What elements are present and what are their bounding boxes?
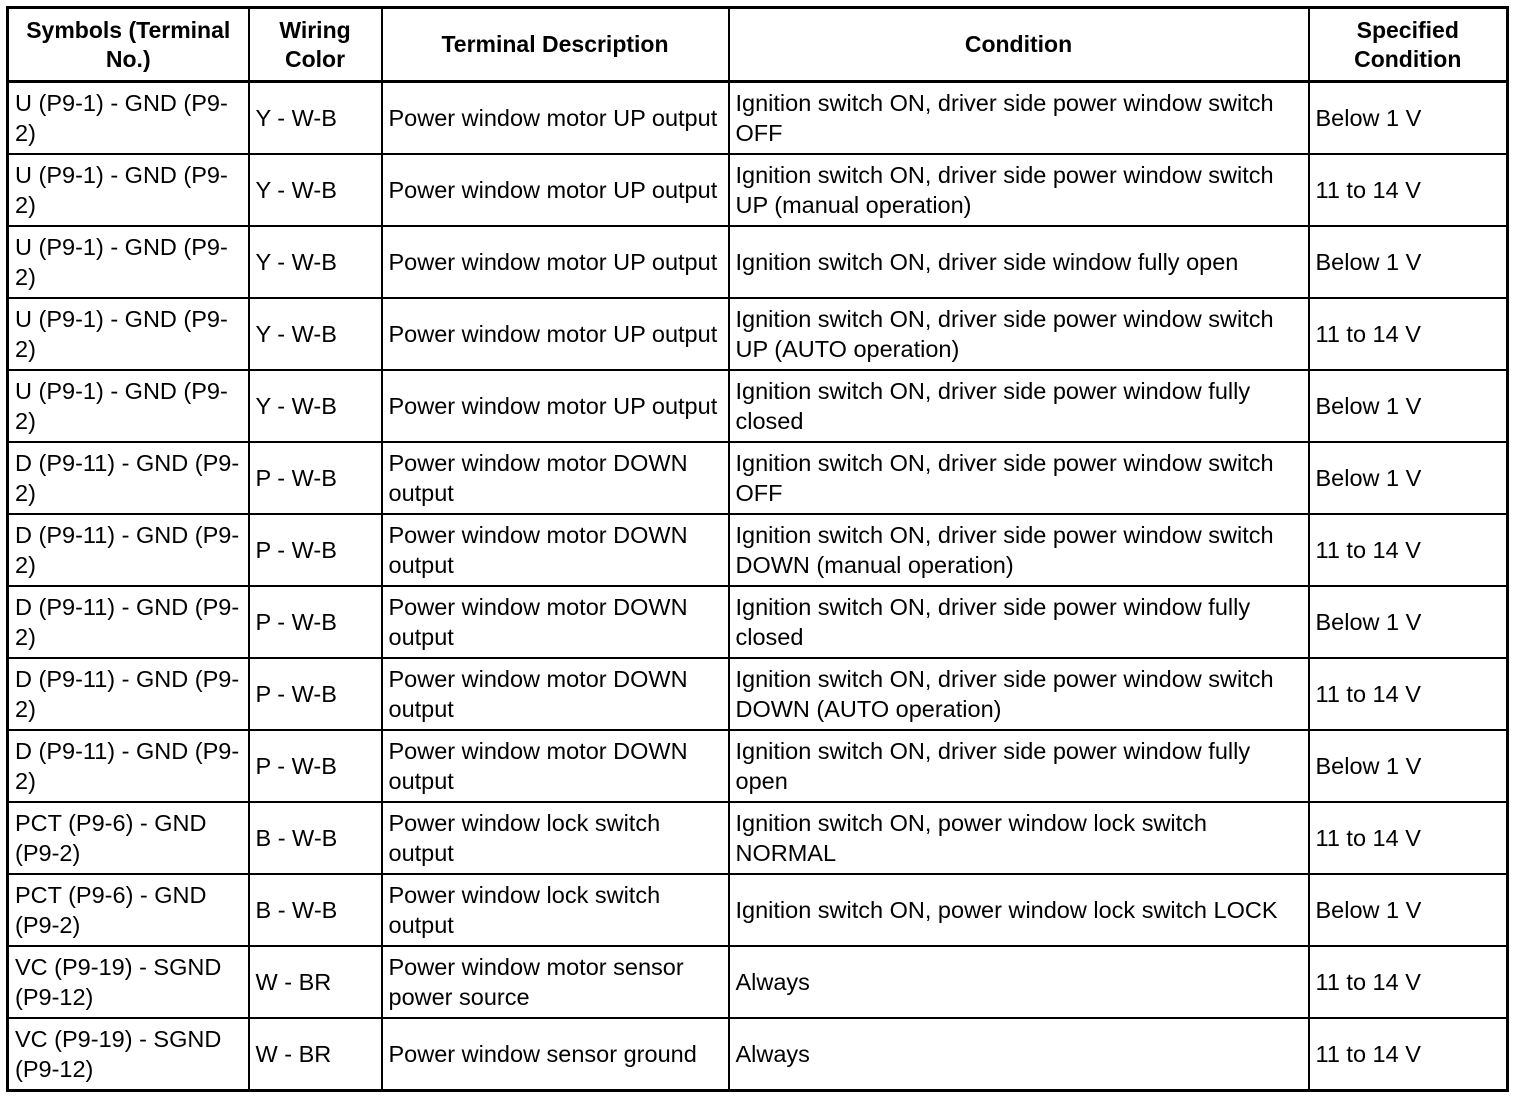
cell-wiring-color: Y - W-B: [249, 226, 382, 298]
table-row: [8, 514, 1508, 586]
cell-terminal-description: Power window motor UP output: [382, 298, 729, 370]
cell-specified-condition: Below 1 V: [1309, 874, 1508, 946]
cell-specified-condition: Below 1 V: [1309, 370, 1508, 442]
cell-terminal-description: Power window lock switch output: [382, 874, 729, 946]
cell-terminal-description: Power window motor UP output: [382, 154, 729, 226]
cell-condition: Always: [729, 1018, 1309, 1091]
cell-condition: Ignition switch ON, driver side window fully open: [729, 226, 1309, 298]
cell-specified-condition: 11 to 14 V: [1309, 1018, 1508, 1091]
cell-symbols: PCT (P9-6) - GND (P9-2): [8, 874, 249, 946]
table-row: [8, 370, 1508, 442]
table-row: [8, 82, 1508, 155]
cell-wiring-color: Y - W-B: [249, 370, 382, 442]
cell-specified-condition: Below 1 V: [1309, 442, 1508, 514]
cell-specified-condition: Below 1 V: [1309, 586, 1508, 658]
cell-wiring-color: P - W-B: [249, 442, 382, 514]
cell-condition: Ignition switch ON, driver side power window switch DOWN (manual operation): [729, 514, 1309, 586]
cell-terminal-description: Power window motor DOWN output: [382, 658, 729, 730]
cell-symbols: U (P9-1) - GND (P9-2): [8, 298, 249, 370]
cell-terminal-description: Power window motor DOWN output: [382, 442, 729, 514]
cell-specified-condition: 11 to 14 V: [1309, 154, 1508, 226]
cell-specified-condition: Below 1 V: [1309, 730, 1508, 802]
cell-symbols: D (P9-11) - GND (P9-2): [8, 586, 249, 658]
cell-symbols: D (P9-11) - GND (P9-2): [8, 658, 249, 730]
cell-wiring-color: Y - W-B: [249, 82, 382, 155]
cell-condition: Always: [729, 946, 1309, 1018]
cell-wiring-color: W - BR: [249, 946, 382, 1018]
cell-wiring-color: W - BR: [249, 1018, 382, 1091]
cell-symbols: D (P9-11) - GND (P9-2): [8, 442, 249, 514]
cell-condition: Ignition switch ON, power window lock switch LOCK: [729, 874, 1309, 946]
cell-terminal-description: Power window motor DOWN output: [382, 586, 729, 658]
table-row: [8, 658, 1508, 730]
cell-specified-condition: 11 to 14 V: [1309, 946, 1508, 1018]
table-row: [8, 730, 1508, 802]
cell-terminal-description: Power window motor DOWN output: [382, 730, 729, 802]
cell-terminal-description: Power window motor UP output: [382, 82, 729, 155]
cell-terminal-description: Power window motor UP output: [382, 226, 729, 298]
table-row: [8, 1018, 1508, 1091]
cell-symbols: D (P9-11) - GND (P9-2): [8, 730, 249, 802]
header-specified-condition: Specified Condition: [1309, 8, 1508, 82]
cell-wiring-color: Y - W-B: [249, 298, 382, 370]
header-row: [8, 8, 1508, 82]
cell-symbols: VC (P9-19) - SGND (P9-12): [8, 1018, 249, 1091]
table-row: [8, 154, 1508, 226]
header-symbols: Symbols (Terminal No.): [8, 8, 249, 82]
cell-symbols: U (P9-1) - GND (P9-2): [8, 154, 249, 226]
cell-symbols: D (P9-11) - GND (P9-2): [8, 514, 249, 586]
cell-wiring-color: P - W-B: [249, 586, 382, 658]
cell-specified-condition: Below 1 V: [1309, 226, 1508, 298]
cell-condition: Ignition switch ON, driver side power window switch OFF: [729, 82, 1309, 155]
table-row: [8, 586, 1508, 658]
cell-wiring-color: P - W-B: [249, 514, 382, 586]
cell-wiring-color: P - W-B: [249, 658, 382, 730]
table-row: [8, 226, 1508, 298]
cell-terminal-description: Power window motor UP output: [382, 370, 729, 442]
cell-specified-condition: 11 to 14 V: [1309, 658, 1508, 730]
cell-specified-condition: 11 to 14 V: [1309, 298, 1508, 370]
cell-condition: Ignition switch ON, driver side power window switch OFF: [729, 442, 1309, 514]
header-wiring-color: Wiring Color: [249, 8, 382, 82]
cell-condition: Ignition switch ON, driver side power window fully closed: [729, 370, 1309, 442]
table-row: [8, 442, 1508, 514]
cell-condition: Ignition switch ON, driver side power window fully closed: [729, 586, 1309, 658]
cell-terminal-description: Power window lock switch output: [382, 802, 729, 874]
cell-wiring-color: B - W-B: [249, 874, 382, 946]
cell-symbols: U (P9-1) - GND (P9-2): [8, 226, 249, 298]
cell-terminal-description: Power window motor DOWN output: [382, 514, 729, 586]
cell-wiring-color: P - W-B: [249, 730, 382, 802]
table-body: [8, 82, 1508, 1091]
cell-symbols: U (P9-1) - GND (P9-2): [8, 370, 249, 442]
cell-condition: Ignition switch ON, driver side power window switch DOWN (AUTO operation): [729, 658, 1309, 730]
header-condition: Condition: [729, 8, 1309, 82]
cell-wiring-color: B - W-B: [249, 802, 382, 874]
table-row: [8, 802, 1508, 874]
cell-symbols: U (P9-1) - GND (P9-2): [8, 82, 249, 155]
cell-terminal-description: Power window motor sensor power source: [382, 946, 729, 1018]
cell-condition: Ignition switch ON, power window lock switch NORMAL: [729, 802, 1309, 874]
table-row: [8, 874, 1508, 946]
cell-condition: Ignition switch ON, driver side power window switch UP (AUTO operation): [729, 298, 1309, 370]
cell-specified-condition: 11 to 14 V: [1309, 514, 1508, 586]
cell-symbols: PCT (P9-6) - GND (P9-2): [8, 802, 249, 874]
cell-terminal-description: Power window sensor ground: [382, 1018, 729, 1091]
cell-specified-condition: Below 1 V: [1309, 82, 1508, 155]
cell-condition: Ignition switch ON, driver side power window switch UP (manual operation): [729, 154, 1309, 226]
cell-specified-condition: 11 to 14 V: [1309, 802, 1508, 874]
cell-symbols: VC (P9-19) - SGND (P9-12): [8, 946, 249, 1018]
cell-wiring-color: Y - W-B: [249, 154, 382, 226]
cell-condition: Ignition switch ON, driver side power window fully open: [729, 730, 1309, 802]
terminal-table: [6, 6, 1509, 1092]
header-terminal-description: Terminal Description: [382, 8, 729, 82]
table-row: [8, 298, 1508, 370]
table-row: [8, 946, 1508, 1018]
